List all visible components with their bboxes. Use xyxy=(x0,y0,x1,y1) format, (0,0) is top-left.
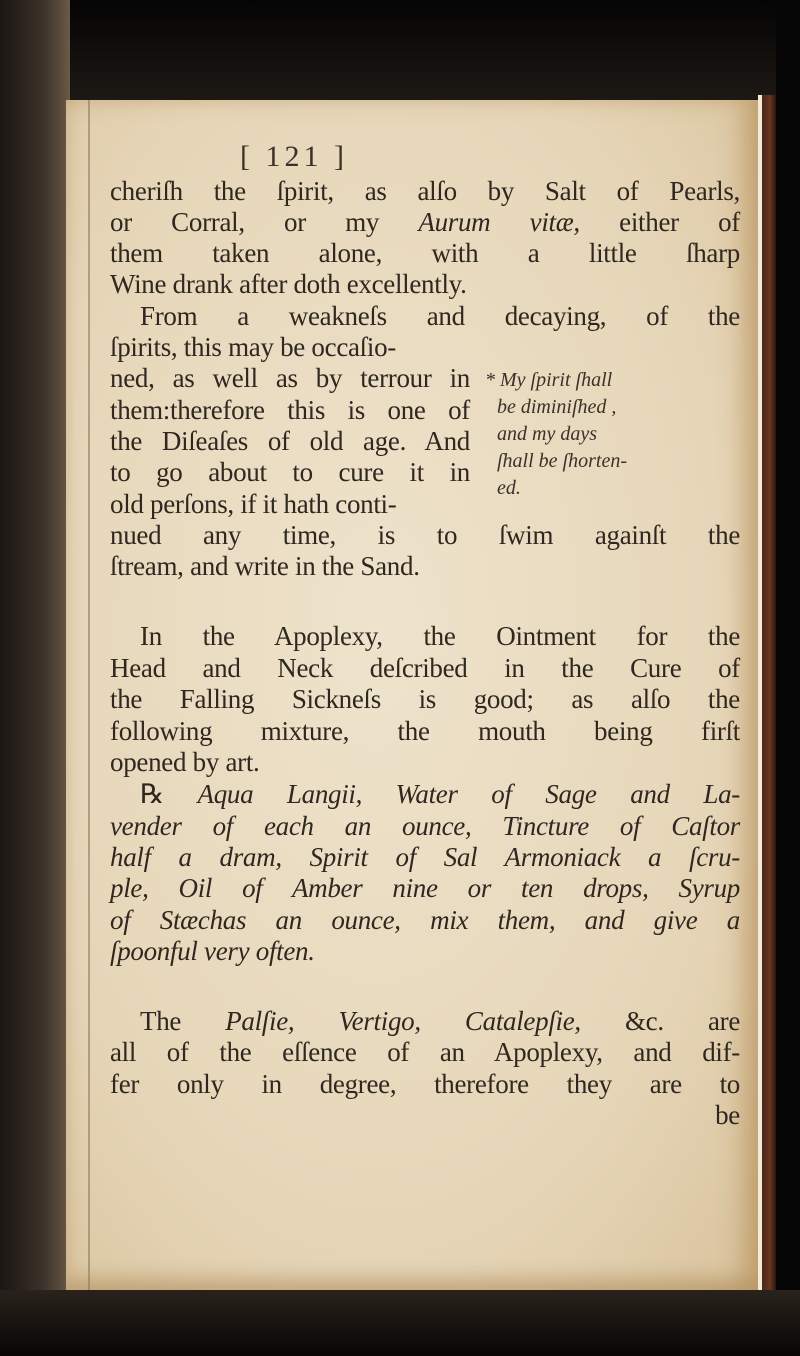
text-line xyxy=(110,363,470,394)
text-line xyxy=(110,426,470,457)
text-segment: ned, as well as by terrour in xyxy=(110,363,470,393)
text-line xyxy=(110,747,740,778)
text-line xyxy=(110,269,740,300)
text-segment: all of the eſſence of an Apoplexy, and dif- xyxy=(110,1037,740,1067)
italic-text: Palſie, Vertigo, Catalepſie, xyxy=(225,1006,581,1036)
text-line xyxy=(110,811,740,842)
text-segment: In the Apoplexy, the Ointment for the xyxy=(140,621,740,651)
text-segment: or Corral, or my xyxy=(110,207,419,237)
text-segment: opened by art. xyxy=(110,747,260,777)
text-segment: ſtream, and write in the Sand. xyxy=(110,551,420,581)
scan-bottom-background xyxy=(0,1290,800,1356)
book-cover-edge xyxy=(758,95,776,1295)
text-line xyxy=(110,176,740,207)
italic-text: ſpoonful very often. xyxy=(110,936,315,966)
text-line xyxy=(110,653,740,684)
text-segment: The xyxy=(140,1006,226,1036)
text-segment: Head and Neck deſcribed in the Cure of xyxy=(110,653,740,683)
catchword xyxy=(700,1100,740,1131)
text-segment: ℞ xyxy=(140,779,198,809)
text-line xyxy=(140,621,740,652)
text-segment: From a weakneſs and decaying, of the xyxy=(140,301,740,331)
margin-note-line: ſhall be ſhorten- xyxy=(497,450,627,472)
text-line xyxy=(140,1006,740,1037)
text-line xyxy=(110,716,740,747)
text-line xyxy=(110,489,740,520)
scan-top-background xyxy=(0,0,800,100)
italic-text: Aqua Langii, Water of Sage and La- xyxy=(197,779,740,809)
text-line xyxy=(140,301,740,332)
margin-note-line: ed. xyxy=(497,477,521,499)
text-segment: them:therefore this is one of xyxy=(110,395,470,425)
text-segment: cheriſh the ſpirit, as alſo by Salt of Pearls, xyxy=(110,176,740,206)
text-line xyxy=(110,238,740,269)
text-line xyxy=(110,842,740,873)
margin-note-line: * My ſpirit ſhall xyxy=(485,369,613,391)
page-number: [ 121 ] xyxy=(240,140,348,173)
italic-text: of Stæchas an ounce, mix them, and give a xyxy=(110,905,740,935)
text-segment: be xyxy=(715,1100,740,1130)
text-segment: ſpirits, this may be occaſio- xyxy=(110,332,396,362)
text-segment: them taken alone, with a little ſharp xyxy=(110,238,740,268)
italic-text: half a dram, Spirit of Sal Armoniack a ſcru- xyxy=(110,842,740,872)
text-line xyxy=(110,332,740,363)
text-segment: to go about to cure it in xyxy=(110,457,470,487)
text-line xyxy=(110,936,740,967)
text-line xyxy=(110,395,470,426)
text-line xyxy=(110,551,740,582)
text-segment: Wine drank after doth excellently. xyxy=(110,269,467,299)
italic-text: Aurum vitæ, xyxy=(418,207,580,237)
text-segment: the Diſeaſes of old age. And xyxy=(110,426,470,456)
gutter-shadow xyxy=(88,100,90,1290)
text-segment: either of xyxy=(579,207,740,237)
text-segment: the Falling Sickneſs is good; as alſo the xyxy=(110,684,740,714)
text-line xyxy=(110,684,740,715)
text-segment: nued any time, is to ſwim againſt the xyxy=(110,520,740,550)
text-line xyxy=(110,207,740,238)
text-line xyxy=(110,873,740,904)
text-segment: old perſons, if it hath conti- xyxy=(110,489,397,519)
text-segment: &c. are xyxy=(580,1006,740,1036)
italic-text: ple, Oil of Amber nine or ten drops, Syrup xyxy=(110,873,740,903)
text-line xyxy=(110,1069,740,1100)
text-segment: fer only in degree, therefore they are to xyxy=(110,1069,740,1099)
text-line xyxy=(110,1037,740,1068)
margin-note-line: be diminiſhed , xyxy=(497,396,617,418)
text-line xyxy=(110,905,740,936)
text-line xyxy=(140,779,740,810)
margin-note-line: and my days xyxy=(497,423,597,445)
text-segment: following mixture, the mouth being firſt xyxy=(110,716,740,746)
text-line xyxy=(110,457,470,488)
scan-right-background xyxy=(776,0,800,1356)
text-line xyxy=(110,520,740,551)
book-binding-edge xyxy=(0,0,70,1356)
italic-text: vender of each an ounce, Tincture of Caſtor xyxy=(110,811,740,841)
